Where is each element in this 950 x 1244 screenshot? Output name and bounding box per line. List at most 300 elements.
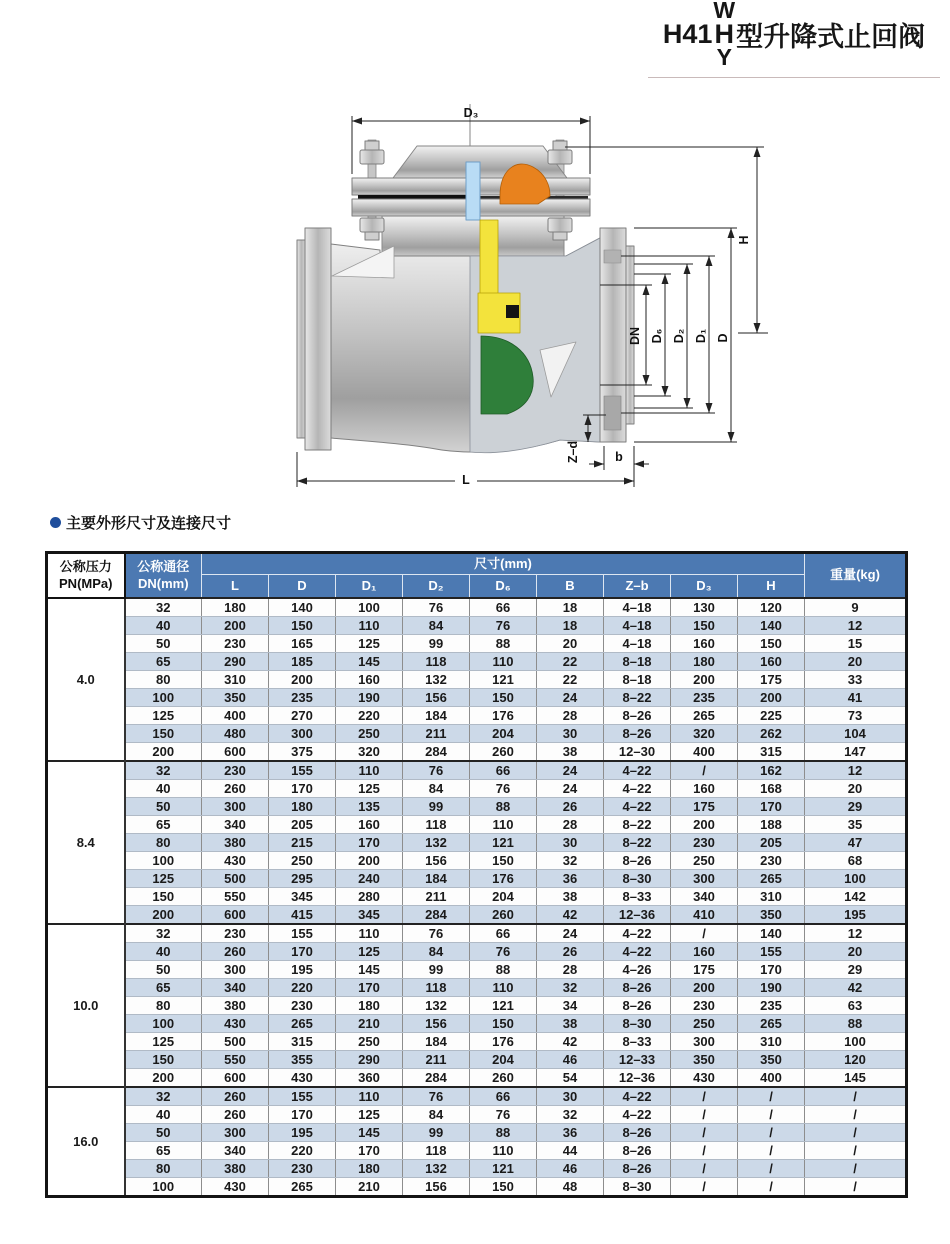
table-row	[47, 1051, 907, 1069]
table-row	[47, 743, 907, 762]
dim-value: 204	[470, 1051, 537, 1069]
dim-value: 12–36	[604, 906, 671, 925]
dim-value: 88	[470, 798, 537, 816]
dim-value: 147	[805, 743, 907, 762]
dim-value: 600	[202, 906, 269, 925]
table-row	[47, 671, 907, 689]
col-header-dim-6: Z–b	[604, 575, 671, 599]
section-heading	[50, 512, 231, 533]
dim-value: 195	[269, 1124, 336, 1142]
dim-value: 211	[403, 725, 470, 743]
dim-value: 20	[805, 943, 907, 961]
dim-value: 340	[202, 816, 269, 834]
dim-value: 73	[805, 707, 907, 725]
dim-value: 225	[738, 707, 805, 725]
dim-value: 550	[202, 888, 269, 906]
dn-value: 150	[125, 888, 202, 906]
dim-value: 350	[738, 1051, 805, 1069]
dn-value: 125	[125, 1033, 202, 1051]
dim-value: 24	[537, 924, 604, 943]
dim-value: 205	[269, 816, 336, 834]
table-row	[47, 924, 907, 943]
dim-value: 430	[671, 1069, 738, 1088]
dim-value: 162	[738, 761, 805, 780]
dim-value: 66	[470, 1087, 537, 1106]
dim-value: 32	[537, 1106, 604, 1124]
pn-value: 16.0	[47, 1087, 125, 1197]
dim-label-d1: D₁	[694, 328, 708, 344]
dim-value: 295	[269, 870, 336, 888]
dim-value: 415	[269, 906, 336, 925]
dim-value: 310	[738, 1033, 805, 1051]
dim-value: 110	[336, 761, 403, 780]
dim-value: 156	[403, 852, 470, 870]
dim-value: 44	[537, 1142, 604, 1160]
dim-value: 156	[403, 1178, 470, 1197]
dim-value: 168	[738, 780, 805, 798]
dim-value: 265	[269, 1178, 336, 1197]
dim-value: 260	[202, 1106, 269, 1124]
col-header-dim-7: D₃	[671, 575, 738, 599]
dim-value: /	[671, 1106, 738, 1124]
dim-value: 132	[403, 997, 470, 1015]
dim-value: 125	[336, 780, 403, 798]
dim-value: 230	[671, 997, 738, 1015]
dim-value: 36	[537, 870, 604, 888]
dim-value: 32	[537, 852, 604, 870]
dim-value: /	[671, 1142, 738, 1160]
table-row	[47, 979, 907, 997]
dim-value: 4–22	[604, 798, 671, 816]
dn-value: 40	[125, 1106, 202, 1124]
dim-value: 205	[738, 834, 805, 852]
dim-value: 220	[336, 707, 403, 725]
dn-value: 150	[125, 725, 202, 743]
dim-value: 63	[805, 997, 907, 1015]
dim-value: 118	[403, 653, 470, 671]
dim-value: 145	[336, 653, 403, 671]
dim-value: 180	[336, 997, 403, 1015]
dim-value: 8–26	[604, 997, 671, 1015]
dim-value: 76	[403, 1087, 470, 1106]
dim-value: 12	[805, 617, 907, 635]
variant-top: W	[713, 0, 736, 23]
dim-value: 8–30	[604, 1015, 671, 1033]
dim-value: 12–36	[604, 1069, 671, 1088]
dim-value: /	[805, 1087, 907, 1106]
dim-value: 28	[537, 961, 604, 979]
dim-value: 38	[537, 888, 604, 906]
dimensions-table	[45, 551, 908, 1198]
dim-label-dn: DN	[628, 326, 642, 346]
dim-value: 230	[269, 997, 336, 1015]
dim-value: 380	[202, 834, 269, 852]
dim-value: 132	[403, 834, 470, 852]
variant-bottom: Y	[716, 44, 732, 71]
dim-value: 26	[537, 798, 604, 816]
col-header-dim-3: D₂	[403, 575, 470, 599]
model-prefix: H41	[662, 19, 713, 50]
dim-value: 99	[403, 1124, 470, 1142]
dim-label-zd: Z–d	[566, 440, 580, 464]
dim-value: 121	[470, 834, 537, 852]
dim-value: 210	[336, 1178, 403, 1197]
dn-value: 40	[125, 943, 202, 961]
dim-value: 104	[805, 725, 907, 743]
dim-value: 375	[269, 743, 336, 762]
dim-value: 280	[336, 888, 403, 906]
dn-value: 80	[125, 997, 202, 1015]
dim-value: 8–22	[604, 816, 671, 834]
dim-value: 4–22	[604, 1106, 671, 1124]
col-header-size-group: 尺寸(mm)	[202, 553, 805, 575]
dim-value: 176	[470, 1033, 537, 1051]
dim-value: 160	[671, 780, 738, 798]
dim-value: 156	[403, 689, 470, 707]
dim-value: 600	[202, 1069, 269, 1088]
dim-value: 132	[403, 1160, 470, 1178]
col-header-pn	[47, 553, 125, 599]
dim-value: 170	[269, 943, 336, 961]
pn-header-line1: 公称压力	[59, 559, 112, 575]
dim-value: /	[805, 1160, 907, 1178]
dim-value: 8–26	[604, 852, 671, 870]
dim-value: 8–18	[604, 653, 671, 671]
dim-label-d2: D₂	[672, 328, 686, 344]
dim-value: 260	[202, 1087, 269, 1106]
dn-value: 100	[125, 1015, 202, 1033]
dim-value: 24	[537, 761, 604, 780]
dim-value: 121	[470, 671, 537, 689]
dim-value: 170	[738, 961, 805, 979]
dim-value: 240	[336, 870, 403, 888]
dim-value: 235	[738, 997, 805, 1015]
dim-value: 265	[738, 870, 805, 888]
dim-value: 8–30	[604, 870, 671, 888]
table-row	[47, 1160, 907, 1178]
dim-value: 230	[269, 1160, 336, 1178]
dim-value: 230	[671, 834, 738, 852]
dim-value: 142	[805, 888, 907, 906]
dim-value: 265	[269, 1015, 336, 1033]
dim-value: 250	[336, 1033, 403, 1051]
dim-value: 260	[470, 906, 537, 925]
dim-value: 34	[537, 997, 604, 1015]
dim-value: /	[738, 1124, 805, 1142]
dim-value: 410	[671, 906, 738, 925]
dn-value: 80	[125, 1160, 202, 1178]
dim-value: 15	[805, 635, 907, 653]
dim-value: 26	[537, 943, 604, 961]
dim-value: 200	[202, 617, 269, 635]
dim-value: 125	[336, 635, 403, 653]
dim-value: 500	[202, 1033, 269, 1051]
dim-value: 320	[671, 725, 738, 743]
dim-value: 84	[403, 943, 470, 961]
dim-value: 211	[403, 1051, 470, 1069]
dim-value: 176	[470, 707, 537, 725]
dn-value: 125	[125, 870, 202, 888]
dim-value: 28	[537, 816, 604, 834]
dim-value: 24	[537, 780, 604, 798]
dim-value: 88	[470, 1124, 537, 1142]
dim-value: 320	[336, 743, 403, 762]
dim-value: 180	[202, 598, 269, 617]
dim-value: 29	[805, 961, 907, 979]
dim-value: 66	[470, 761, 537, 780]
col-header-weight: 重量(kg)	[805, 553, 907, 599]
dim-value: 88	[470, 961, 537, 979]
dim-value: /	[671, 1178, 738, 1197]
dim-value: 200	[671, 979, 738, 997]
dim-value: 190	[738, 979, 805, 997]
dim-value: 176	[470, 870, 537, 888]
pn-value: 8.4	[47, 761, 125, 924]
dim-value: 8–22	[604, 834, 671, 852]
dim-value: 340	[202, 979, 269, 997]
dim-value: 220	[269, 1142, 336, 1160]
dim-value: 76	[403, 761, 470, 780]
dn-value: 65	[125, 1142, 202, 1160]
dim-value: 140	[269, 598, 336, 617]
dim-value: 20	[805, 653, 907, 671]
dim-value: 12–30	[604, 743, 671, 762]
dim-value: 8–26	[604, 1142, 671, 1160]
dim-value: 150	[470, 689, 537, 707]
dim-value: 260	[470, 743, 537, 762]
table-row	[47, 1106, 907, 1124]
dim-value: 42	[537, 906, 604, 925]
table-row	[47, 852, 907, 870]
table-row	[47, 1069, 907, 1088]
dim-value: 8–30	[604, 1178, 671, 1197]
dim-value: 4–18	[604, 635, 671, 653]
dim-value: 500	[202, 870, 269, 888]
section-heading-text: 主要外形尺寸及连接尺寸	[66, 515, 232, 532]
dim-value: 125	[336, 943, 403, 961]
dim-value: 204	[470, 725, 537, 743]
dim-value: 345	[336, 906, 403, 925]
dn-value: 65	[125, 653, 202, 671]
dim-value: 270	[269, 707, 336, 725]
dim-value: 215	[269, 834, 336, 852]
dim-value: 220	[269, 979, 336, 997]
table-row	[47, 1142, 907, 1160]
dn-value: 200	[125, 1069, 202, 1088]
col-header-dim-1: D	[269, 575, 336, 599]
table-row	[47, 798, 907, 816]
dim-value: 120	[738, 598, 805, 617]
dim-value: 8–33	[604, 888, 671, 906]
bullet-icon	[50, 517, 61, 528]
dim-value: 22	[537, 653, 604, 671]
dim-value: 130	[671, 598, 738, 617]
dim-value: 230	[738, 852, 805, 870]
dim-value: 190	[336, 689, 403, 707]
dim-value: 42	[537, 1033, 604, 1051]
dn-value: 200	[125, 743, 202, 762]
dim-value: 36	[537, 1124, 604, 1142]
dim-value: 12	[805, 761, 907, 780]
dim-value: 110	[470, 653, 537, 671]
dim-value: 430	[202, 1015, 269, 1033]
dim-value: 300	[671, 1033, 738, 1051]
dim-value: 150	[470, 852, 537, 870]
dim-value: 430	[269, 1069, 336, 1088]
dim-value: 99	[403, 635, 470, 653]
dn-value: 50	[125, 961, 202, 979]
dim-value: 145	[336, 1124, 403, 1142]
dim-value: 155	[269, 1087, 336, 1106]
dim-value: 185	[269, 653, 336, 671]
dim-value: 155	[269, 761, 336, 780]
dim-value: 310	[202, 671, 269, 689]
dim-value: 230	[202, 924, 269, 943]
dim-value: 310	[738, 888, 805, 906]
table-body	[47, 598, 907, 1197]
dim-value: 20	[537, 635, 604, 653]
table-row	[47, 725, 907, 743]
dim-value: 121	[470, 997, 537, 1015]
dn-value: 50	[125, 1124, 202, 1142]
dim-value: 360	[336, 1069, 403, 1088]
dim-value: 600	[202, 743, 269, 762]
dim-label-l: L	[462, 473, 470, 487]
dim-value: 4–22	[604, 761, 671, 780]
dim-value: 76	[470, 943, 537, 961]
dim-value: 380	[202, 1160, 269, 1178]
dn-value: 50	[125, 798, 202, 816]
dn-value: 100	[125, 1178, 202, 1197]
dim-value: 160	[671, 943, 738, 961]
dn-value: 50	[125, 635, 202, 653]
dim-label-h: H	[737, 235, 751, 245]
dim-value: 110	[470, 979, 537, 997]
dim-value: 300	[202, 798, 269, 816]
dim-value: 175	[738, 671, 805, 689]
dim-value: /	[805, 1106, 907, 1124]
dim-value: 76	[470, 780, 537, 798]
dim-value: 8–26	[604, 1124, 671, 1142]
dim-value: 150	[738, 635, 805, 653]
dim-value: 400	[202, 707, 269, 725]
dn-header-line1: 公称通径	[137, 559, 190, 575]
dim-value: 200	[738, 689, 805, 707]
dim-value: 38	[537, 743, 604, 762]
table-row	[47, 816, 907, 834]
dim-value: 155	[269, 924, 336, 943]
dim-value: 160	[336, 816, 403, 834]
table-row	[47, 888, 907, 906]
dim-value: 4–22	[604, 924, 671, 943]
dn-value: 40	[125, 780, 202, 798]
dim-value: 195	[269, 961, 336, 979]
dim-value: 160	[336, 671, 403, 689]
col-header-dn	[125, 553, 202, 599]
dim-value: 160	[671, 635, 738, 653]
dim-value: 150	[269, 617, 336, 635]
dim-value: 345	[269, 888, 336, 906]
dim-value: 42	[805, 979, 907, 997]
dim-value: 300	[202, 1124, 269, 1142]
dim-value: 380	[202, 997, 269, 1015]
dim-value: 84	[403, 1106, 470, 1124]
dim-value: 230	[202, 761, 269, 780]
dim-value: 20	[805, 780, 907, 798]
dim-value: 145	[805, 1069, 907, 1088]
dim-value: 12–33	[604, 1051, 671, 1069]
dim-value: 8–26	[604, 725, 671, 743]
table-row	[47, 1087, 907, 1106]
dim-value: 315	[269, 1033, 336, 1051]
dim-label-b: b	[615, 450, 623, 464]
dim-value: 235	[269, 689, 336, 707]
dim-value: 170	[336, 834, 403, 852]
dn-value: 32	[125, 924, 202, 943]
dim-label-d6: D₆	[650, 328, 664, 344]
pn-value: 4.0	[47, 598, 125, 761]
dim-value: 4–18	[604, 598, 671, 617]
dim-value: /	[738, 1106, 805, 1124]
dim-value: 184	[403, 707, 470, 725]
dim-value: 8–26	[604, 1160, 671, 1178]
table-row	[47, 1015, 907, 1033]
dim-value: 41	[805, 689, 907, 707]
dim-value: 22	[537, 671, 604, 689]
valve-drawing	[0, 0, 950, 500]
dn-value: 80	[125, 671, 202, 689]
dn-value: 150	[125, 1051, 202, 1069]
dim-value: 4–22	[604, 943, 671, 961]
dim-label-d: D	[716, 333, 730, 343]
dim-value: 300	[671, 870, 738, 888]
product-name: 型升降式止回阀	[736, 22, 926, 53]
dim-value: 250	[336, 725, 403, 743]
table-row	[47, 943, 907, 961]
dim-value: 150	[470, 1015, 537, 1033]
dim-value: 184	[403, 1033, 470, 1051]
table-row	[47, 870, 907, 888]
col-header-dim-4: D₆	[470, 575, 537, 599]
dim-value: /	[738, 1178, 805, 1197]
dim-value: 33	[805, 671, 907, 689]
dim-value: 48	[537, 1178, 604, 1197]
dim-value: /	[738, 1142, 805, 1160]
dim-value: 100	[336, 598, 403, 617]
dim-value: 110	[470, 1142, 537, 1160]
dim-value: 155	[738, 943, 805, 961]
dim-value: /	[671, 1087, 738, 1106]
dim-value: 300	[202, 961, 269, 979]
dn-value: 32	[125, 761, 202, 780]
dim-value: 8–33	[604, 1033, 671, 1051]
dim-value: 430	[202, 852, 269, 870]
dim-value: 12	[805, 924, 907, 943]
dim-value: 350	[671, 1051, 738, 1069]
dim-value: 480	[202, 725, 269, 743]
dim-value: 120	[805, 1051, 907, 1069]
dim-value: 180	[671, 653, 738, 671]
dim-value: 250	[671, 852, 738, 870]
dim-label-d3: D₃	[463, 106, 479, 120]
dim-value: 210	[336, 1015, 403, 1033]
dim-value: 84	[403, 780, 470, 798]
table-row	[47, 635, 907, 653]
dn-value: 100	[125, 689, 202, 707]
dim-value: 250	[671, 1015, 738, 1033]
dim-value: 46	[537, 1051, 604, 1069]
dim-value: 76	[403, 598, 470, 617]
